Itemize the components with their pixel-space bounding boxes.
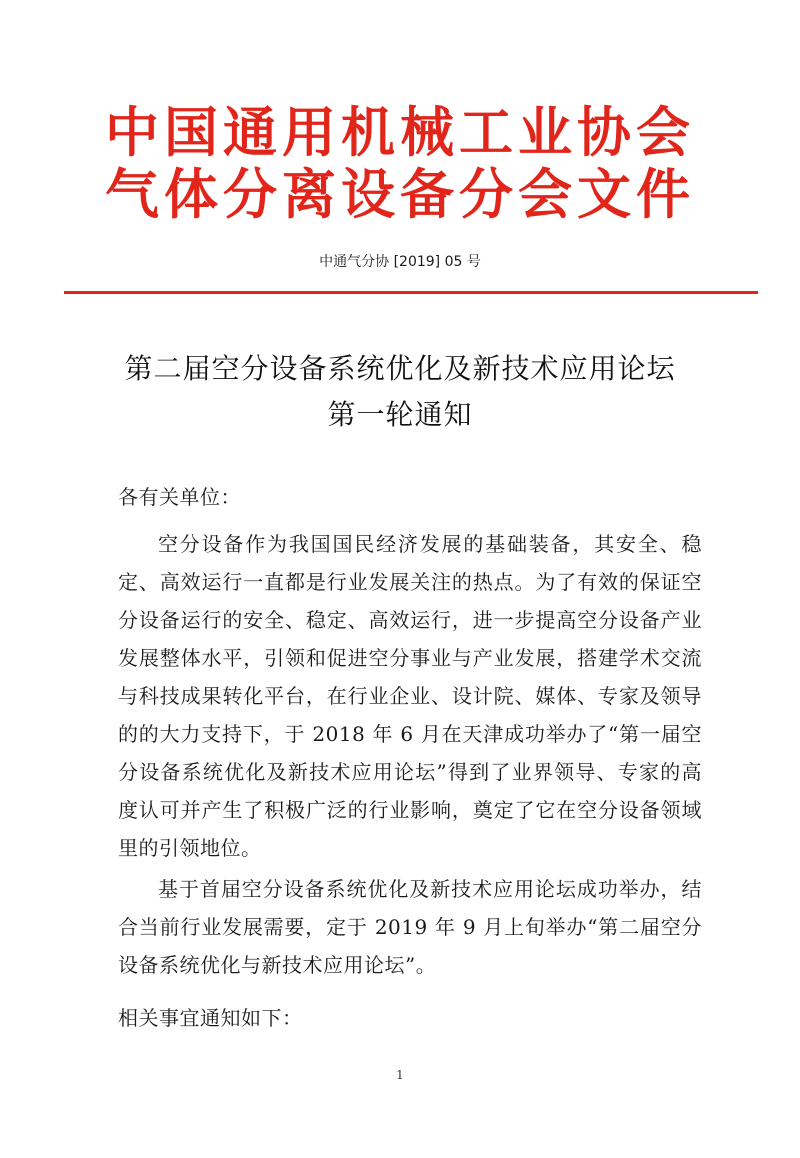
red-divider-line [64,291,758,294]
notice-title-line-1: 第二届空分设备系统优化及新技术应用论坛 [124,352,676,385]
org-name-line-1: 中国通用机械工业协会 [105,101,695,164]
salutation: 各有关单位： [118,485,241,509]
notice-title-line-2: 第一轮通知 [327,398,473,431]
body-paragraph-2: 基于首届空分设备系统优化及新技术应用论坛成功举办，结合当前行业发展需要，定于 2019 年 9 月上旬举办“第二届空分设备系统优化与新技术应用论坛”。 [118,877,702,977]
document-number: 中通气分协 [2019] 05 号 [319,254,481,270]
closing-line: 相关事宜通知如下： [118,1006,303,1030]
body-paragraph-1: 空分设备作为我国国民经济发展的基础装备，其安全、稳定、高效运行一直都是行业发展关注的热点。为了有效的保证空分设备运行的安全、稳定、高效运行，进一步提高空分设备产业发展整体水平，引领和促进空分事业与产业发展，搭建学术交流与科技成果转化平台，在行业企业、设计院、媒体、专家及领导的的大力支持下，于 2018 年 6 月在天津成功举办了“第一届空分设备系统优化及新技术应用论坛”得到了业界领导、专家的高度认可并产生了积极广泛的行业影响，奠定了它在空分设备领域里的引领地位。 [118,532,702,860]
page-number: 1 [396,1068,404,1082]
org-name-line-2: 气体分离设备分会文件 [105,163,695,226]
